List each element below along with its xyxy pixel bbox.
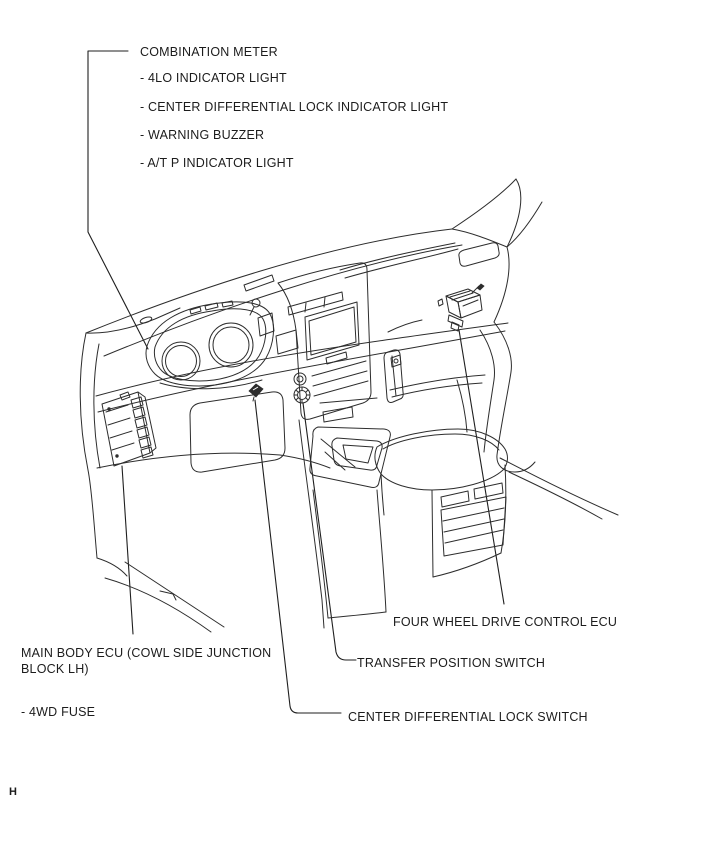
combination-meter-drawing — [146, 299, 285, 472]
label-4wd-fuse: - 4WD FUSE — [21, 705, 96, 719]
label-center-diff-lock-indicator-light: - CENTER DIFFERENTIAL LOCK INDICATOR LIGHT — [140, 100, 449, 114]
label-at-p-indicator-light: - A/T P INDICATOR LIGHT — [140, 156, 294, 170]
label-four-wheel-drive-control-ecu: FOUR WHEEL DRIVE CONTROL ECU — [393, 615, 618, 629]
main-body-ecu-drawing — [102, 392, 156, 466]
leader-center-differential-lock-switch — [255, 400, 341, 713]
label-4lo-indicator-light: - 4LO INDICATOR LIGHT — [140, 71, 287, 85]
center-console-drawing — [299, 380, 507, 628]
leader-main-body-ecu — [122, 466, 133, 634]
label-center-differential-lock-switch: CENTER DIFFERENTIAL LOCK SWITCH — [348, 710, 588, 724]
transfer-position-switch-drawing — [294, 387, 310, 403]
dash-right-end-drawing — [480, 322, 618, 519]
windshield-and-pillar-drawing — [86, 179, 542, 333]
label-combination-meter: COMBINATION METER — [140, 45, 278, 59]
dash-top-drawing — [104, 243, 499, 356]
page-marker: H — [9, 786, 17, 798]
center-differential-lock-switch-drawing — [249, 384, 263, 401]
label-warning-buzzer: - WARNING BUZZER — [140, 128, 265, 142]
label-main-body-ecu-line2: BLOCK LH) — [21, 662, 89, 676]
leader-transfer-position-switch — [303, 403, 356, 660]
leader-four-wheel-drive-ecu — [459, 330, 504, 604]
label-main-body-ecu-line1: MAIN BODY ECU (COWL SIDE JUNCTION — [21, 646, 272, 660]
four-wheel-drive-ecu-drawing — [438, 284, 484, 331]
leader-combination-meter — [88, 51, 148, 349]
left-body-and-floor-drawing — [80, 333, 330, 632]
label-transfer-position-switch: TRANSFER POSITION SWITCH — [357, 656, 546, 670]
